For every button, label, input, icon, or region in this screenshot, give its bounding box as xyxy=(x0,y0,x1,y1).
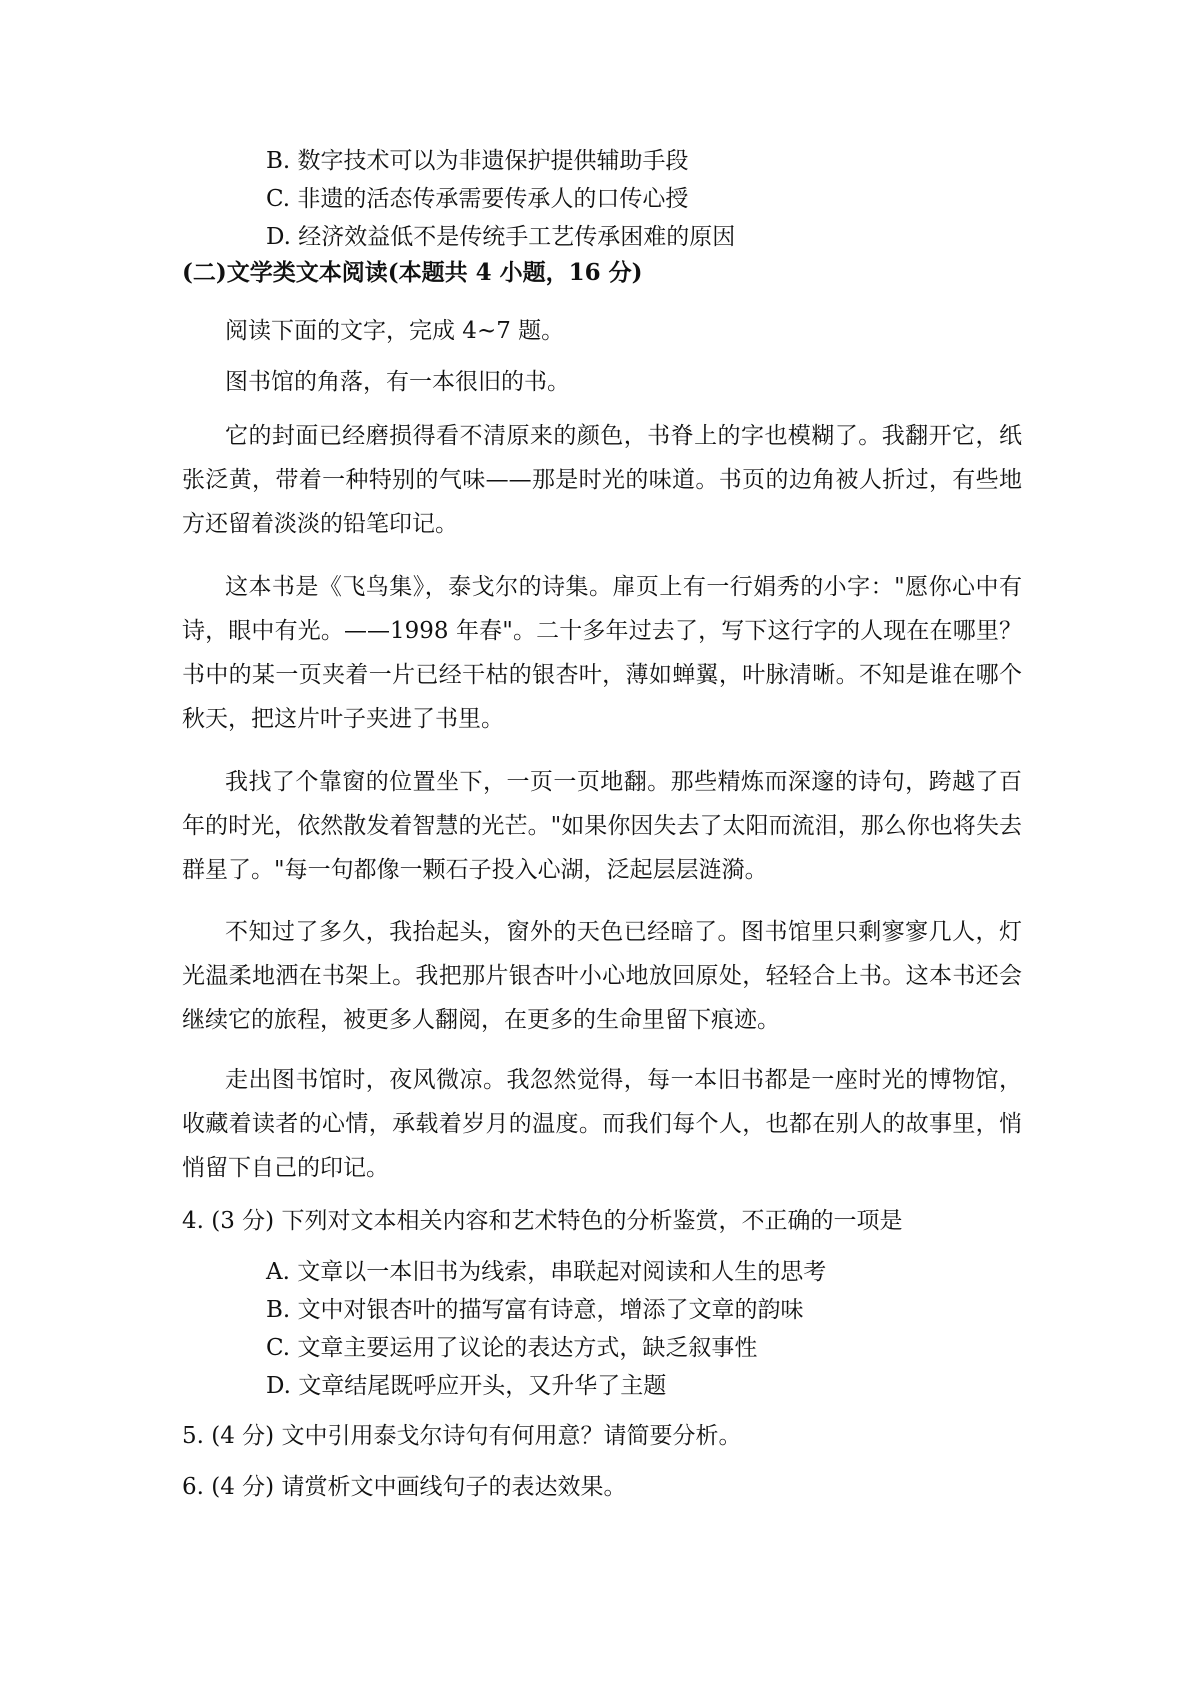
question-4-option-a: A. 文章以一本旧书为线索，串联起对阅读和人生的思考 xyxy=(266,1259,827,1285)
question-4-option-d: D. 文章结尾既呼应开头，又升华了主题 xyxy=(266,1373,667,1399)
question-4-stem: 4. (3 分) 下列对文本相关内容和艺术特色的分析鉴赏，不正确的一项是 xyxy=(182,1208,903,1234)
question-6-stem: 6. (4 分) 请赏析文中画线句子的表达效果。 xyxy=(182,1474,627,1500)
passage-paragraph-1: 图书馆的角落，有一本很旧的书。 xyxy=(225,369,570,395)
passage-paragraph-6: 走出图书馆时，夜风微凉。我忽然觉得，每一本旧书都是一座时光的博物馆，收藏着读者的心情，承载着岁月的温度。而我们每个人，也都在别人的故事里，悄悄留下自己的印记。 xyxy=(182,1067,1022,1181)
prev-option-d: D. 经济效益低不是传统手工艺传承困难的原因 xyxy=(266,224,736,250)
passage-paragraph-4: 我找了个靠窗的位置坐下，一页一页地翻。那些精炼而深邃的诗句，跨越了百年的时光，依然散发着智慧的光芒。"如果你因失去了太阳而流泪，那么你也将失去群星了。"每一句都像一颗石子投入心湖，泛起层层涟漪。 xyxy=(182,769,1022,883)
section-title: (二)文学类文本阅读(本题共 4 小题，16 分) xyxy=(182,259,643,286)
passage-paragraph-3: 这本书是《飞鸟集》，泰戈尔的诗集。扉页上有一行娟秀的小字："愿你心中有诗，眼中有光。——1998 年春"。二十多年过去了，写下这行字的人现在在哪里？书中的某一页夹着一片已经干枯的银杏叶，薄如蝉翼，叶脉清晰。不知是谁在哪个秋天，把这片叶子夹进了书里。 xyxy=(182,574,1022,732)
passage-paragraph-5: 不知过了多久，我抬起头，窗外的天色已经暗了。图书馆里只剩寥寥几人，灯光温柔地洒在书架上。我把那片银杏叶小心地放回原处，轻轻合上书。这本书还会继续它的旅程，被更多人翻阅，在更多的生命里留下痕迹。 xyxy=(182,919,1022,1033)
question-4-option-c: C. 文章主要运用了议论的表达方式，缺乏叙事性 xyxy=(266,1335,758,1361)
question-4-option-b: B. 文中对银杏叶的描写富有诗意，增添了文章的韵味 xyxy=(266,1297,804,1323)
prev-option-b: B. 数字技术可以为非遗保护提供辅助手段 xyxy=(266,148,689,174)
passage-paragraph-2: 它的封面已经磨损得看不清原来的颜色，书脊上的字也模糊了。我翻开它，纸张泛黄，带着一种特别的气味——那是时光的味道。书页的边角被人折过，有些地方还留着淡淡的铅笔印记。 xyxy=(182,423,1022,537)
prev-option-c: C. 非遗的活态传承需要传承人的口传心授 xyxy=(266,186,689,212)
reading-instruction: 阅读下面的文字，完成 4~7 题。 xyxy=(225,318,565,344)
question-5-stem: 5. (4 分) 文中引用泰戈尔诗句有何用意？请简要分析。 xyxy=(182,1423,742,1449)
